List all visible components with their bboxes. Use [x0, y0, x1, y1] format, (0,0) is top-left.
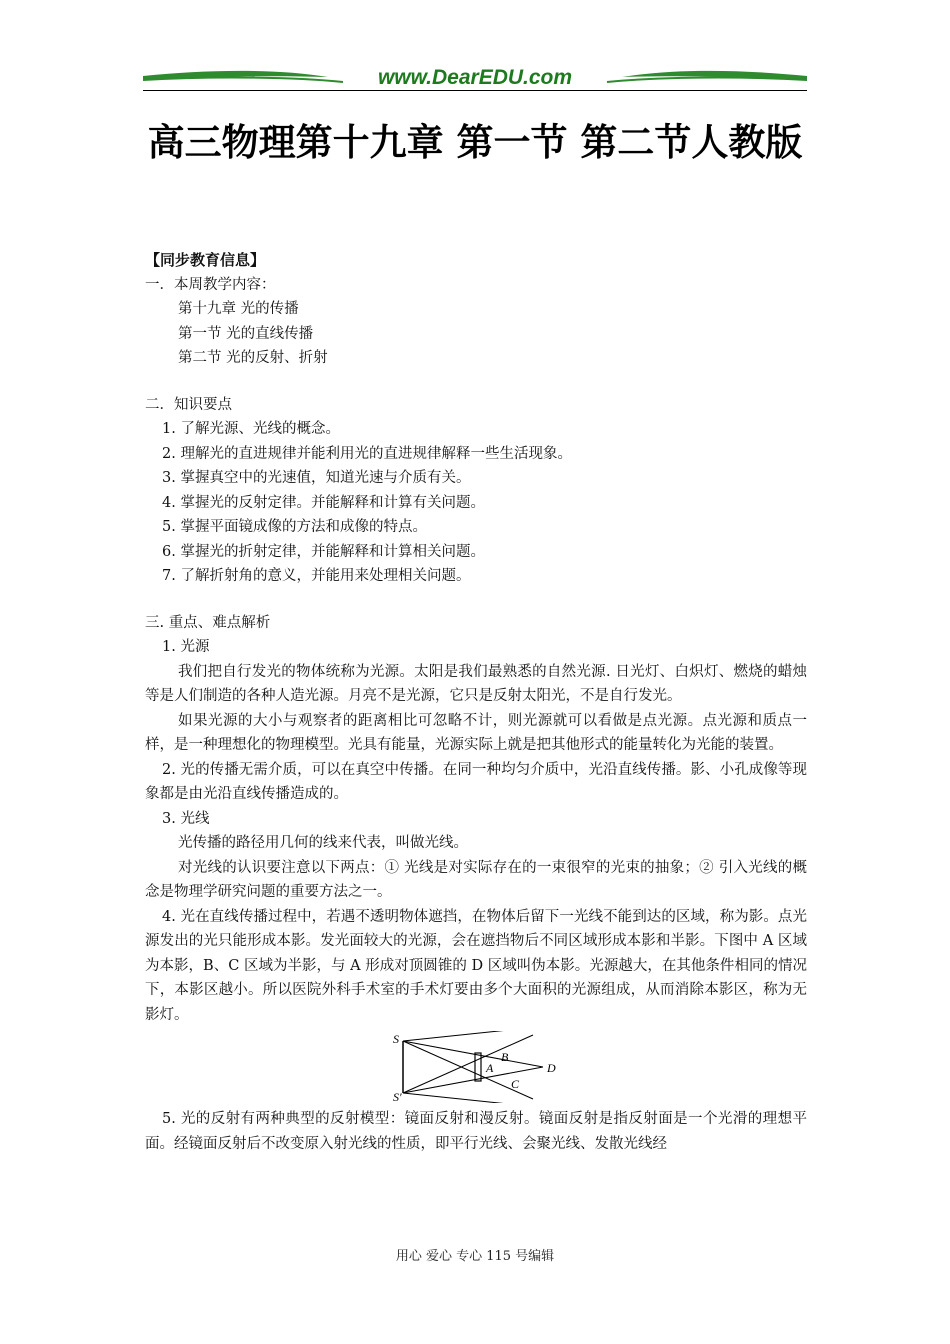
ray-s-upper	[403, 1031, 518, 1041]
label-d: D	[547, 1061, 556, 1075]
part2-heading: 二．知识要点	[145, 396, 232, 413]
page-title: 高三物理第十九章 第一节 第二节人教版	[147, 121, 803, 164]
item5-paragraph: 5. 光的反射有两种典型的反射模型：镜面反射和漫反射。镜面反射是指反射面是一个光滑的理想平面。经镜面反射后不改变原入射光线的性质，即平行光线、会聚光线、发散光线经	[145, 1111, 807, 1152]
page-footer: 用心 爱心 专心 115 号编辑	[395, 1249, 555, 1264]
ray-sp-to-d	[403, 1067, 543, 1093]
part2-item: 4. 掌握光的反射定律。并能解释和计算有关问题。	[162, 494, 485, 511]
part1-heading: 一．本周教学内容：	[145, 276, 276, 293]
label-s-prime: S′	[393, 1090, 402, 1103]
header-rule	[143, 90, 807, 91]
label-b: B	[501, 1050, 509, 1064]
part2-item: 6. 掌握光的折射定律，并能解释和计算相关问题。	[162, 543, 485, 560]
item3-paragraph-2: 对光线的认识要注意以下两点：① 光线是对实际存在的一束很窄的光束的抽象；② 引入光线的概念是物理学研究问题的重要方法之一。	[145, 859, 807, 900]
part2-item: 7. 了解折射角的意义，并能用来处理相关问题。	[162, 568, 471, 584]
item1-paragraph-1: 我们把自行发光的物体统称为光源。太阳是我们最熟悉的自然光源. 日光灯、白炽灯、燃烧的蜡烛等是人们制造的各种人造光源。月亮不是光源，它只是反射太阳光，不是自行发光。	[145, 663, 807, 704]
part2-item: 1. 了解光源、光线的概念。	[162, 421, 340, 437]
item1-paragraph-2: 如果光源的大小与观察者的距离相比可忽略不计，则光源就可以看做是点光源。点光源和质点一样，是一种理想化的物理模型。光具有能量，光源实际上就是把其他形式的能量转化为光能的装置。	[145, 712, 807, 753]
item3-paragraph-1: 光传播的路径用几何的线来代表，叫做光线。	[178, 835, 468, 851]
item4-paragraph: 4. 光在直线传播过程中，若遇不透明物体遮挡，在物体后留下一光线不能到达的区域，称为影。点光源发出的光只能形成本影。发光面较大的光源，会在遮挡物后不同区域形成本影和半影。下图中 A 区域为本影，B、C 区域为半影，与 A 形成对顶圆锥的 D 区域叫伪本影。光源越大，在其他条件相同的情况下，本影区越小。所以医院外科手术室的手术灯要由多个大面积的光源组成，从而消除本影区，称为无影灯。	[145, 908, 807, 1023]
item3-heading: 3. 光线	[162, 810, 210, 827]
ray-s-to-d	[403, 1041, 543, 1067]
ray-sp-lower	[403, 1093, 518, 1103]
label-s: S	[393, 1032, 399, 1046]
site-header-banner	[143, 62, 807, 92]
shadow-diagram	[393, 1031, 563, 1103]
part1-item: 第一节 光的直线传播	[178, 325, 314, 342]
item1-heading: 1. 光源	[162, 639, 210, 655]
item2-paragraph: 2. 光的传播无需介质，可以在真空中传播。在同一种均匀介质中，光沿直线传播。影、小孔成像等现象都是由光沿直线传播造成的。	[145, 761, 807, 802]
label-c: C	[511, 1077, 520, 1091]
section-tag: 【同步教育信息】	[145, 251, 266, 269]
document-body	[145, 248, 807, 1156]
part2-item: 5. 掌握平面镜成像的方法和成像的特点。	[162, 519, 427, 535]
site-logo: www.DearEDU.com	[377, 66, 573, 89]
part2-item: 2. 理解光的直进规律并能利用光的直进规律解释一些生活现象。	[162, 445, 572, 462]
part3-heading: 三. 重点、难点解析	[145, 614, 271, 631]
obstacle	[475, 1053, 481, 1081]
part1-item: 第十九章 光的传播	[178, 301, 299, 317]
label-a: A	[486, 1061, 494, 1075]
part2-item: 3. 掌握真空中的光速值，知道光速与介质有关。	[162, 470, 471, 486]
part1-item: 第二节 光的反射、折射	[178, 350, 328, 366]
